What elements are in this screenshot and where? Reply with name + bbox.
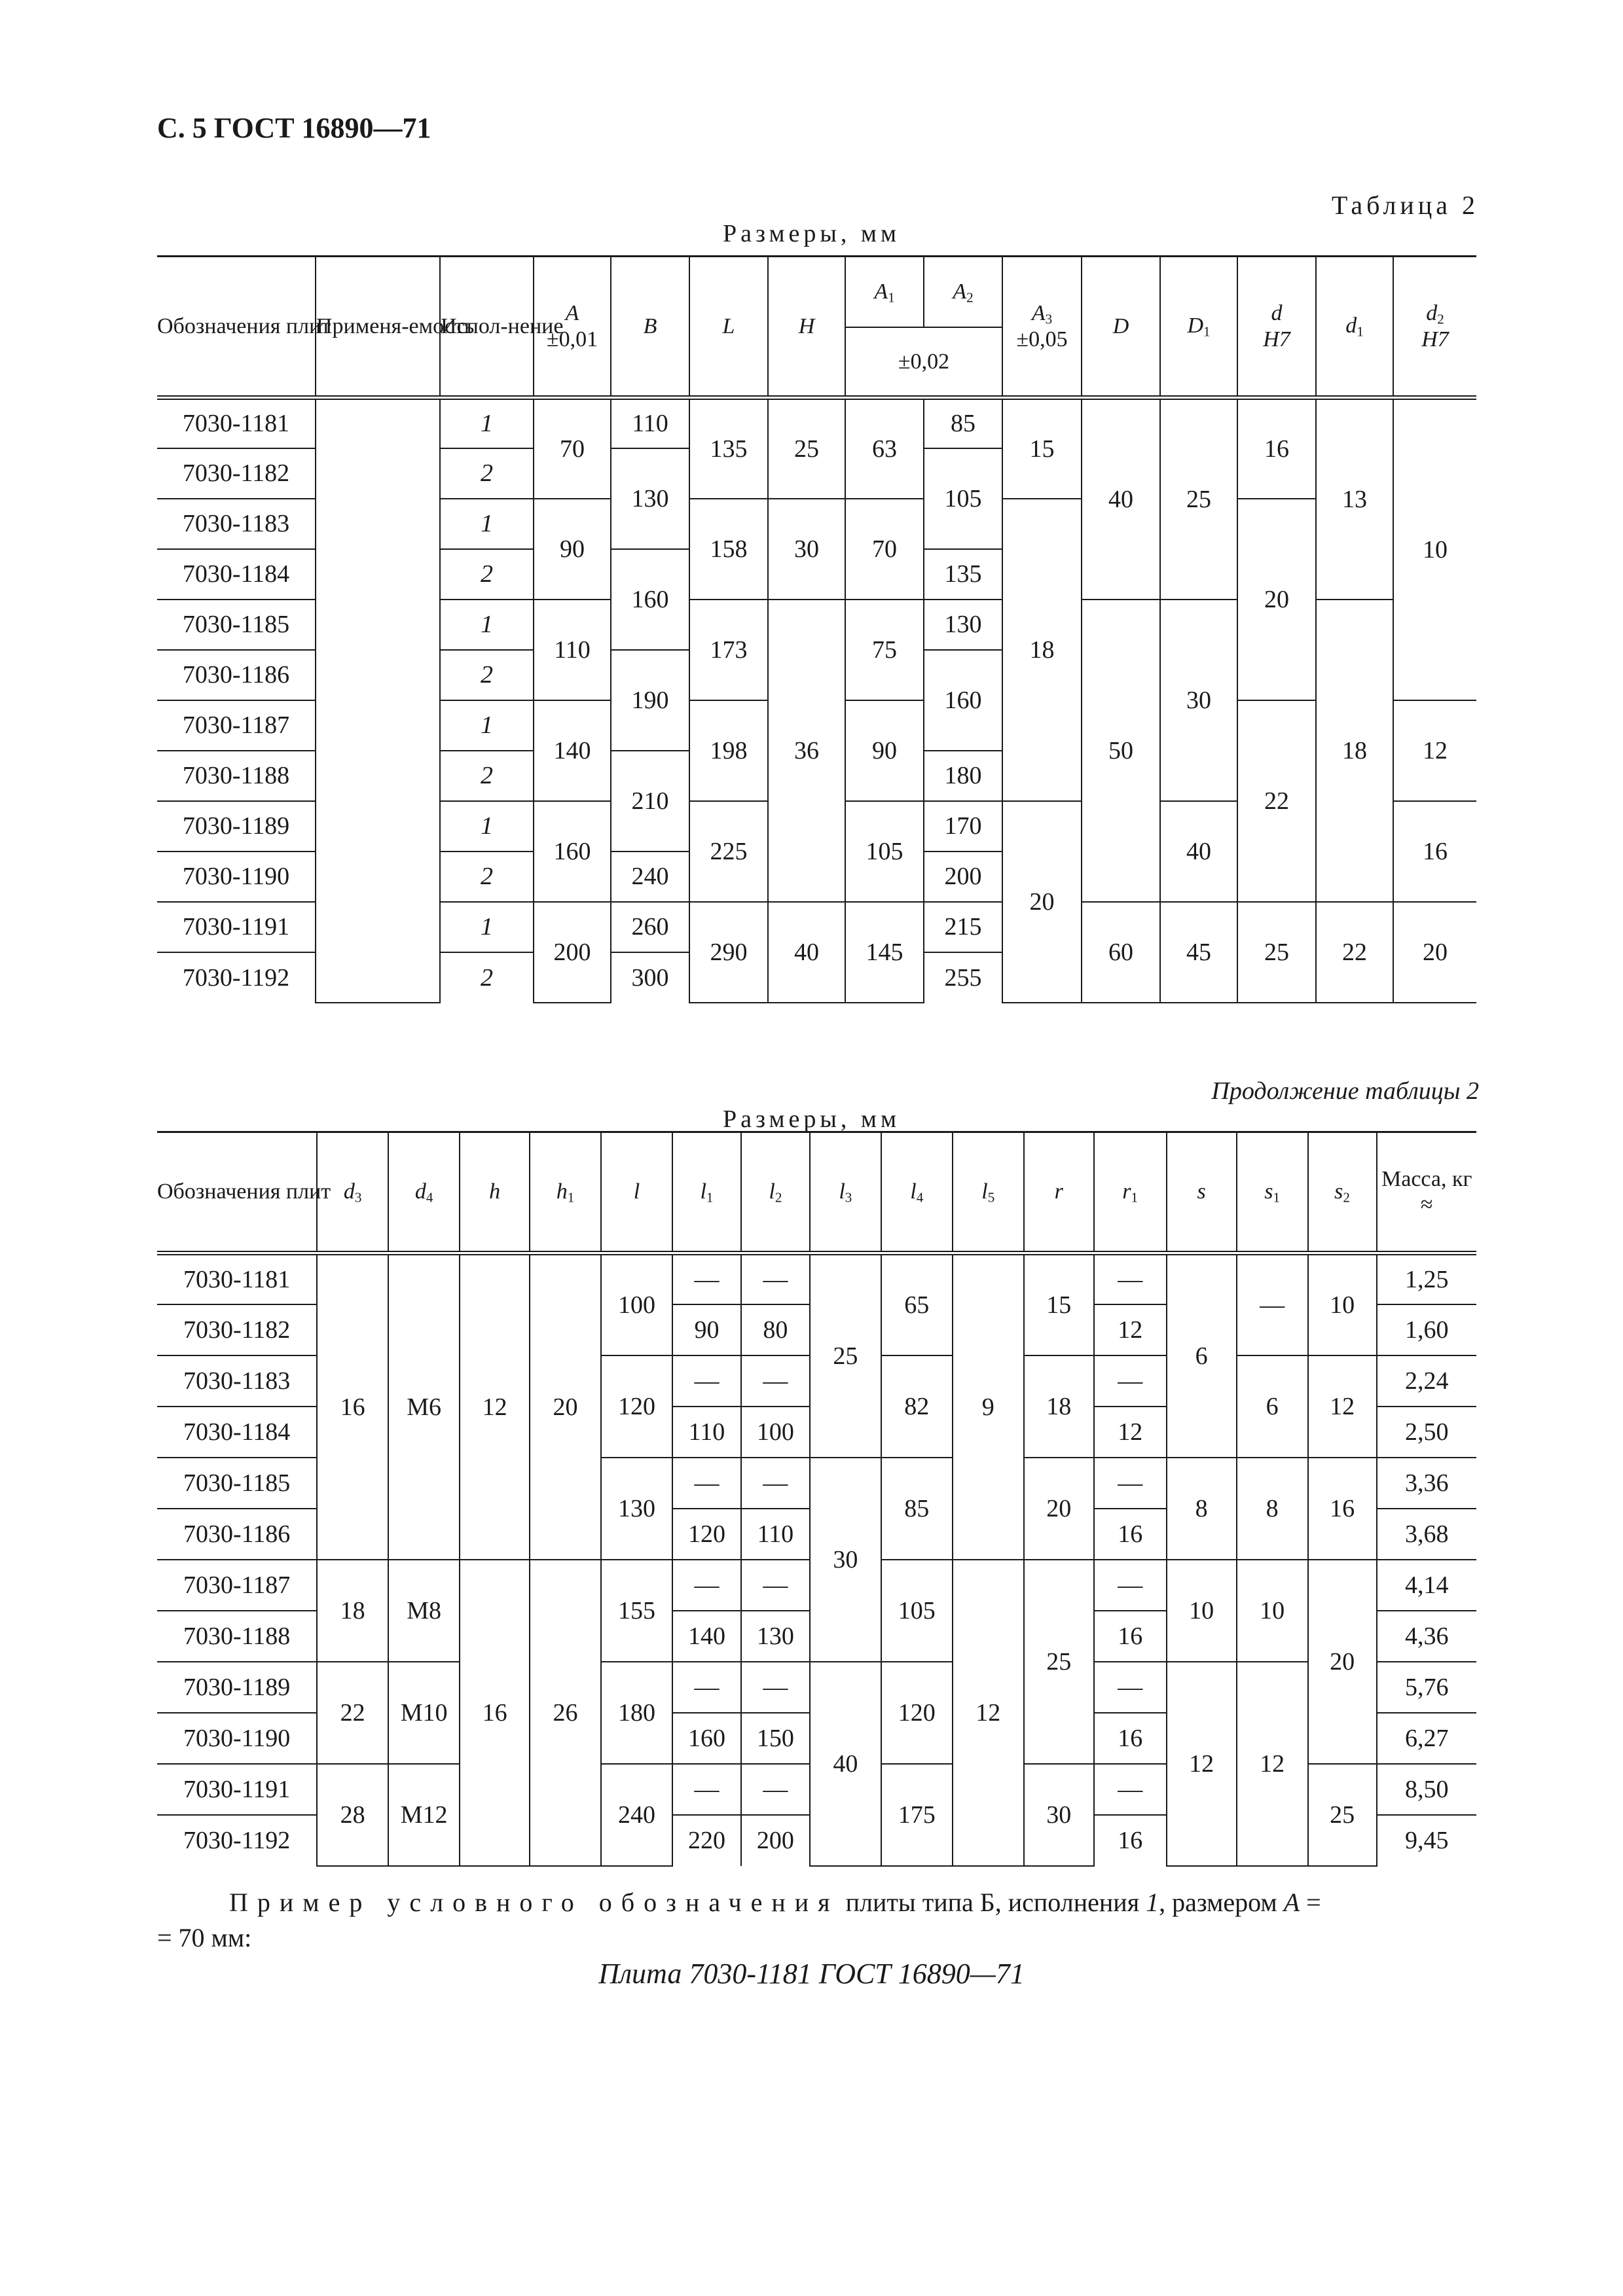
header-h1: $h_1$ (530, 1132, 601, 1253)
example-line2: = 70 мм: (157, 1923, 252, 1952)
table-cell: 10 (1393, 398, 1476, 700)
table-cell: 7030-1190 (157, 852, 316, 902)
header-applicability: Применя-емость (316, 257, 440, 398)
table-cell: 140 (534, 700, 611, 801)
table-cell: 2,24 (1377, 1355, 1476, 1407)
table-cell: 158 (689, 499, 768, 600)
table-cell: 300 (611, 952, 689, 1003)
table-cell: 16 (1094, 1815, 1167, 1866)
table-cell: 25 (1024, 1560, 1094, 1764)
table-cell: 25 (1237, 902, 1316, 1003)
table-cell: — (672, 1355, 741, 1407)
table-cell: 105 (924, 448, 1002, 549)
table-cell: 7030-1191 (157, 1764, 317, 1815)
table-cell: 63 (845, 398, 924, 499)
table-cell: 75 (845, 600, 924, 700)
table-cell: 20 (1024, 1458, 1094, 1560)
table-cell: 135 (689, 398, 768, 499)
table-cell: 85 (924, 398, 1002, 448)
table-cell: 160 (534, 801, 611, 902)
table-cell: M6 (388, 1253, 460, 1560)
table-cell: 18 (1002, 499, 1082, 801)
header-a3: $A_3$ ±0,05 (1002, 257, 1082, 398)
table-cell: 2 (440, 751, 534, 801)
table-cell: 7030-1183 (157, 1355, 317, 1407)
table-cell: 7030-1181 (157, 398, 316, 448)
table-cell: 7030-1185 (157, 600, 316, 650)
table-cell: 15 (1002, 398, 1082, 499)
table-cell: 65 (881, 1253, 953, 1355)
header-d1: $d_1$ (1316, 257, 1393, 398)
header-a12-tolerance: ±0,02 (845, 327, 1002, 398)
table-cell: 20 (1237, 499, 1316, 700)
table-cell: 110 (741, 1509, 810, 1560)
table-cell: 5,76 (1377, 1662, 1476, 1713)
header-a: A ±0,01 (534, 257, 611, 398)
table-cell: 10 (1308, 1253, 1377, 1355)
table-cell: 10 (1167, 1560, 1237, 1662)
table-cell: 2 (440, 650, 534, 700)
header-designation: Обозначения плит (157, 1132, 317, 1253)
table-cell: 60 (1082, 902, 1160, 1003)
table-cell: — (1094, 1253, 1167, 1304)
table-cell: 12 (953, 1560, 1024, 1866)
table-cell: 6 (1237, 1355, 1308, 1458)
table-cell: 200 (741, 1815, 810, 1866)
table-cell: 105 (881, 1560, 953, 1662)
table-cell: 40 (1082, 398, 1160, 600)
table-continuation-caption: Продолжение таблицы 2 (1211, 1077, 1479, 1105)
table-cell: 180 (924, 751, 1002, 801)
header-r1: $r_1$ (1094, 1132, 1167, 1253)
table-cell: 18 (1316, 600, 1393, 902)
table-cell (316, 398, 440, 1003)
table-cell: 120 (672, 1509, 741, 1560)
table-cell: 2 (440, 852, 534, 902)
table-cell: 120 (601, 1355, 672, 1458)
table-cell: 30 (768, 499, 845, 600)
table-cell: 160 (611, 549, 689, 650)
table-cell: 100 (601, 1253, 672, 1355)
header-d4: $d_4$ (388, 1132, 460, 1253)
table-cell: 120 (881, 1662, 953, 1764)
table-cell: — (1237, 1253, 1308, 1355)
table-cell: 13 (1316, 398, 1393, 600)
table-cell: 12 (1094, 1407, 1167, 1458)
page-header: С. 5 ГОСТ 16890—71 (157, 112, 431, 144)
table-cell: 210 (611, 751, 689, 852)
table-cell: 200 (534, 902, 611, 1003)
table-cell: 25 (1160, 398, 1237, 600)
table-cell: — (672, 1764, 741, 1815)
table-cell: 30 (1160, 600, 1237, 801)
table-cell: 290 (689, 902, 768, 1003)
table-cell: — (1094, 1764, 1167, 1815)
header-a1: $A_1$ (845, 257, 924, 327)
table-cell: 7030-1185 (157, 1458, 317, 1509)
header-l: l (601, 1132, 672, 1253)
table-cell: — (672, 1662, 741, 1713)
header-d3: $d_3$ (317, 1132, 388, 1253)
example-designation: Плита 7030-1181 ГОСТ 16890—71 (598, 1958, 1025, 1990)
table-cell: 180 (601, 1662, 672, 1764)
table-cell: 255 (924, 952, 1002, 1003)
table-cell: 160 (924, 650, 1002, 751)
header-b: B (611, 257, 689, 398)
table-cell: 16 (1237, 398, 1316, 499)
table-cell: 12 (1167, 1662, 1237, 1866)
table-cell: 16 (317, 1253, 388, 1560)
table-cell: 1 (440, 801, 534, 852)
table-cell: 6 (1167, 1253, 1237, 1458)
table-cell: 1,60 (1377, 1304, 1476, 1355)
table-cell: 110 (672, 1407, 741, 1458)
table-cell: 7030-1184 (157, 1407, 317, 1458)
table-cell: 8 (1237, 1458, 1308, 1560)
table-cell: 4,36 (1377, 1611, 1476, 1662)
table-cell: 190 (611, 650, 689, 751)
table-cell: 90 (534, 499, 611, 600)
header-execution: Испол-нение (440, 257, 534, 398)
table-caption: Таблица 2 (1331, 190, 1479, 220)
table-cell: 6,27 (1377, 1713, 1476, 1764)
table-cell: 3,36 (1377, 1458, 1476, 1509)
table-cell: 220 (672, 1815, 741, 1866)
table-cell: 25 (810, 1253, 881, 1458)
table-cell: 16 (1308, 1458, 1377, 1560)
table-cell: 7030-1187 (157, 700, 316, 751)
header-l5: $l_5$ (953, 1132, 1024, 1253)
header-d1-big: $D_1$ (1160, 257, 1237, 398)
table-cell: — (672, 1458, 741, 1509)
header-h: H (768, 257, 845, 398)
table-cell: 22 (1316, 902, 1393, 1003)
table-cell: 16 (460, 1560, 530, 1866)
table-cell: — (741, 1253, 810, 1304)
header-a2: $A_2$ (924, 257, 1002, 327)
table-cell: 10 (1237, 1560, 1308, 1662)
table-cell: — (741, 1560, 810, 1611)
table-cell: 30 (1024, 1764, 1094, 1866)
table-cell: 12 (1393, 700, 1476, 801)
table-cell: 7030-1192 (157, 1815, 317, 1866)
table-cell: 28 (317, 1764, 388, 1866)
table-cell: 135 (924, 549, 1002, 600)
table-cell: 110 (611, 398, 689, 448)
table-cell: 80 (741, 1304, 810, 1355)
table-cell: 2 (440, 952, 534, 1003)
header-d: d H7 (1237, 257, 1316, 398)
table-cell: 50 (1082, 600, 1160, 902)
table-cell: 1,25 (1377, 1253, 1476, 1304)
table-cell: 7030-1181 (157, 1253, 317, 1304)
table-cell: 7030-1183 (157, 499, 316, 549)
table-cell: 7030-1182 (157, 1304, 317, 1355)
header-s1: $s_1$ (1237, 1132, 1308, 1253)
table-cell: 20 (530, 1253, 601, 1560)
table-cell: 26 (530, 1560, 601, 1866)
table-cell: 7030-1190 (157, 1713, 317, 1764)
header-s: s (1167, 1132, 1237, 1253)
dimensions-table (157, 255, 1476, 1003)
table-cell: 3,68 (1377, 1509, 1476, 1560)
table-cell: 130 (741, 1611, 810, 1662)
table-cell: — (1094, 1355, 1167, 1407)
table-cell: 7030-1186 (157, 650, 316, 700)
table-cell: 7030-1186 (157, 1509, 317, 1560)
table-cell: 1 (440, 902, 534, 952)
table-cell: 16 (1094, 1509, 1167, 1560)
table-cell: 2 (440, 448, 534, 499)
dimensions-table-continued (157, 1131, 1476, 1867)
table-cell: 1 (440, 499, 534, 549)
table-cell: — (741, 1662, 810, 1713)
table-cell: 160 (672, 1713, 741, 1764)
table-cell: 40 (768, 902, 845, 1003)
table-cell: 1 (440, 700, 534, 751)
table-cell: 7030-1189 (157, 1662, 317, 1713)
table-cell: 9 (953, 1253, 1024, 1560)
table-cell: 12 (1308, 1355, 1377, 1458)
header-d-big: D (1082, 257, 1160, 398)
table-cell: 12 (460, 1253, 530, 1560)
table-cell: 22 (1237, 700, 1316, 902)
table-cell: M8 (388, 1560, 460, 1662)
table-cell: 85 (881, 1458, 953, 1560)
table-cell: 2 (440, 549, 534, 600)
header-l: L (689, 257, 768, 398)
table-cell: 2,50 (1377, 1407, 1476, 1458)
table-cell: 70 (845, 499, 924, 600)
table-cell: — (741, 1355, 810, 1407)
table-cell: 7030-1187 (157, 1560, 317, 1611)
table-cell: 12 (1094, 1304, 1167, 1355)
table-cell: 40 (1160, 801, 1237, 902)
table-cell: 25 (768, 398, 845, 499)
table-cell: 7030-1188 (157, 751, 316, 801)
table-cell: 130 (924, 600, 1002, 650)
table-cell: 82 (881, 1355, 953, 1458)
table-cell: 20 (1308, 1560, 1377, 1764)
table-cell: 175 (881, 1764, 953, 1866)
table-cell: — (672, 1253, 741, 1304)
table-cell: 140 (672, 1611, 741, 1662)
header-l2: $l_2$ (741, 1132, 810, 1253)
table-cell: 12 (1237, 1662, 1308, 1866)
table-cell: M10 (388, 1662, 460, 1764)
table-cell: 40 (810, 1662, 881, 1866)
table-cell: 170 (924, 801, 1002, 852)
table-cell: 18 (1024, 1355, 1094, 1458)
table-cell: 105 (845, 801, 924, 902)
table-cell: 225 (689, 801, 768, 902)
header-mass: Масса, кг ≈ (1377, 1132, 1476, 1253)
table-cell: 90 (672, 1304, 741, 1355)
table-cell: 7030-1188 (157, 1611, 317, 1662)
table-cell: — (741, 1458, 810, 1509)
header-s2: $s_2$ (1308, 1132, 1377, 1253)
table-cell: 16 (1094, 1713, 1167, 1764)
table-cell: 145 (845, 902, 924, 1003)
table-cell: 1 (440, 398, 534, 448)
table-cell: 7030-1191 (157, 902, 316, 952)
table-cell: 130 (611, 448, 689, 549)
table-cell: 7030-1192 (157, 952, 316, 1003)
table-cell: — (1094, 1560, 1167, 1611)
table-units: Размеры, мм (722, 1105, 900, 1133)
table-cell: 173 (689, 600, 768, 700)
header-l4: $l_4$ (881, 1132, 953, 1253)
designation-example: Пример условного обозначения плиты типа Б, исполнения 1, размером A = = 70 мм: (157, 1888, 1321, 1952)
header-l3: $l_3$ (810, 1132, 881, 1253)
table-cell: — (1094, 1458, 1167, 1509)
table-cell: 16 (1393, 801, 1476, 902)
table-cell: 1 (440, 600, 534, 650)
table-cell: 198 (689, 700, 768, 801)
table-cell: 110 (534, 600, 611, 700)
table-cell: 45 (1160, 902, 1237, 1003)
header-designation: Обозначения плит (157, 257, 316, 398)
table-cell: 36 (768, 600, 845, 902)
table-cell: 90 (845, 700, 924, 801)
table-cell: — (741, 1764, 810, 1815)
table-cell: 155 (601, 1560, 672, 1662)
table-cell: 4,14 (1377, 1560, 1476, 1611)
table-units: Размеры, мм (722, 220, 900, 247)
table-cell: 7030-1189 (157, 801, 316, 852)
table-cell: 150 (741, 1713, 810, 1764)
table-cell: 15 (1024, 1253, 1094, 1355)
table-cell: 25 (1308, 1764, 1377, 1866)
table-cell: — (1094, 1662, 1167, 1713)
table-cell: 240 (611, 852, 689, 902)
table-cell: 8,50 (1377, 1764, 1476, 1815)
table-cell: 70 (534, 398, 611, 499)
table-cell: 16 (1094, 1611, 1167, 1662)
table-cell: 22 (317, 1662, 388, 1764)
example-lead: Пример условного обозначения (229, 1888, 839, 1917)
table-cell: 260 (611, 902, 689, 952)
table-cell: 7030-1184 (157, 549, 316, 600)
table-cell: 200 (924, 852, 1002, 902)
header-r: r (1024, 1132, 1094, 1253)
table-cell: 240 (601, 1764, 672, 1866)
table-cell: 30 (810, 1458, 881, 1662)
header-h: h (460, 1132, 530, 1253)
table-cell: 20 (1002, 801, 1082, 1003)
table-cell: 18 (317, 1560, 388, 1662)
header-d2: $d_2$ H7 (1393, 257, 1476, 398)
table-cell: 9,45 (1377, 1815, 1476, 1866)
table-cell: 8 (1167, 1458, 1237, 1560)
table-cell: 7030-1182 (157, 448, 316, 499)
table-cell: 215 (924, 902, 1002, 952)
table-cell: 130 (601, 1458, 672, 1560)
table-cell: — (672, 1560, 741, 1611)
header-l1: $l_1$ (672, 1132, 741, 1253)
table-cell: M12 (388, 1764, 460, 1866)
table-cell: 100 (741, 1407, 810, 1458)
table-cell: 20 (1393, 902, 1476, 1003)
